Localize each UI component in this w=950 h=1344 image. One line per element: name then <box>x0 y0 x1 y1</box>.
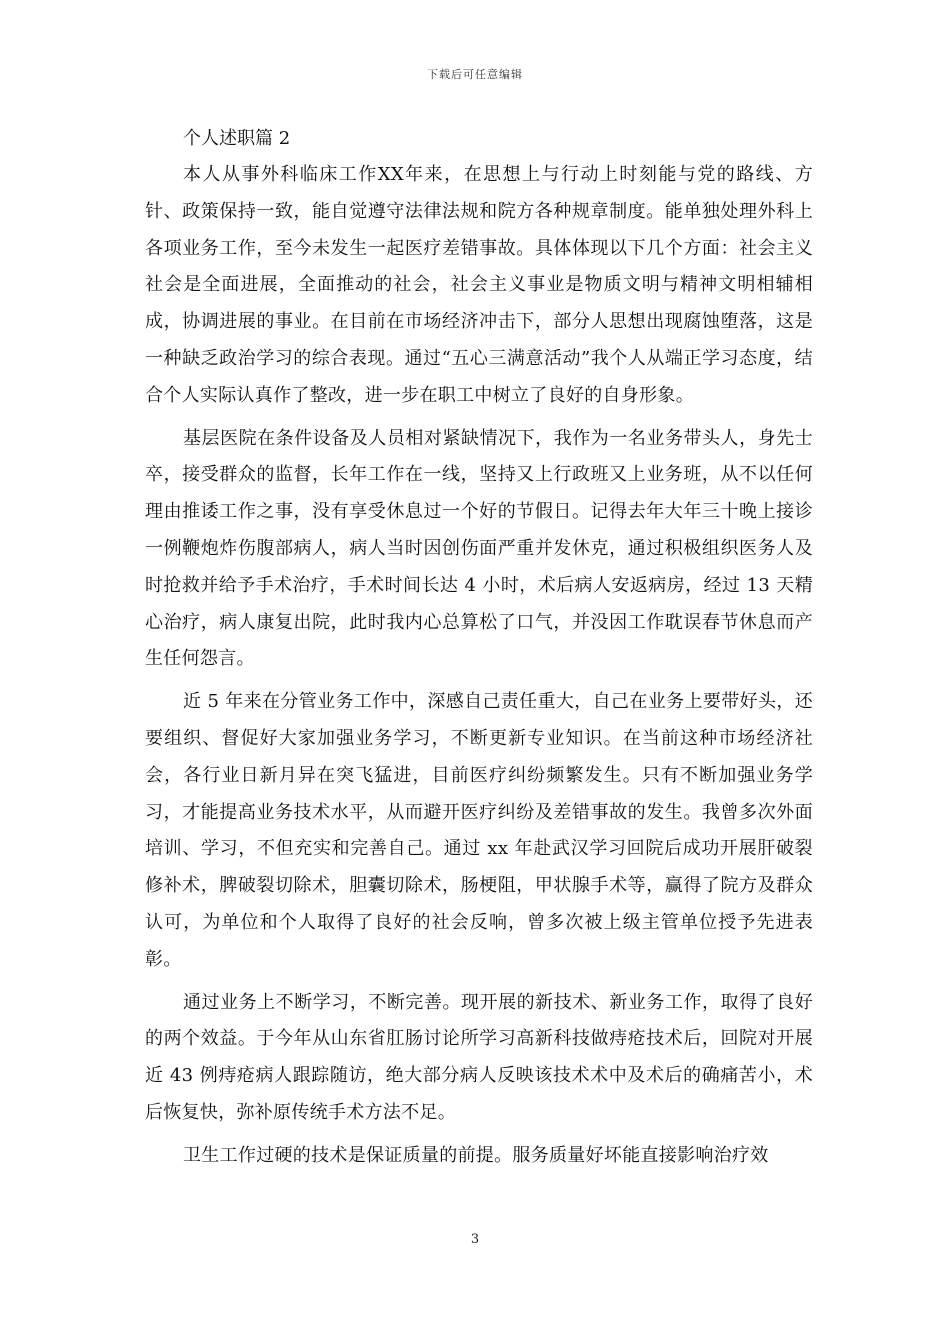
paragraph-5: 卫生工作过硬的技术是保证质量的前提。服务质量好坏能直接影响治疗效 <box>183 1144 769 1166</box>
section-title: 个人述职篇 2 <box>183 128 291 149</box>
paragraph-2: 基层医院在条件设备及人员相对紧缺情况下，我作为一名业务带头人，身先士卒，接受群众的监督，长年工作在一线，坚持又上行政班又上业务班，从不以任何理由推诿工作之事，没有享受休息过一个好的节假日。记得去年大年三十晚上接诊一例鞭炮炸伤腹部病人，病人当时因创伤面严重并发休克，通过积极组织医务人及时抢救并给予手术治疗，手术时间长达 4 小时，术后病人安返病房，经过 13 天精心治疗，病人康复出院，此时我内心总算松了口气，并没因工作耽误春节休息而产生任何怨言。 <box>145 427 813 670</box>
page-header-note: 下载后可任意编辑 <box>427 68 523 81</box>
paragraph-3: 近 5 年来在分管业务工作中，深感自己责任重大，自己在业务上要带好头，还要组织、督促好大家加强业务学习，不断更新专业知识。在当前这种市场经济社会，各行业日新月异在突飞猛进，目前医疗纠纷频繁发生。只有不断加强业务学习，才能提高业务技术水平，从而避开医疗纠纷及差错事故的发生。我曾多次外面培训、学习，不但充实和完善自己。通过 xx 年赴武汉学习回院后成功开展肝破裂修补术，脾破裂切除术，胆囊切除术，肠梗阻，甲状腺手术等，赢得了院方及群众认可，为单位和个人取得了良好的社会反响，曾多次被上级主管单位授予先进表彰。 <box>145 691 813 970</box>
paragraph-1: 本人从事外科临床工作XX年来，在思想上与行动上时刻能与党的路线、方针、政策保持一致，能自觉遵守法律法规和院方各种规章制度。能单独处理外科上各项业务工作，至今未发生一起医疗差错事故。具体体现以下几个方面：社会主义社会是全面进展，全面推动的社会，社会主义事业是物质文明与精神文明相辅相成，协调进展的事业。在目前在市场经济冲击下，部分人思想出现腐蚀堕落，这是一种缺乏政治学习的综合表现。通过“五心三满意活动”我个人从端正学习态度，结合个人实际认真作了整改，进一步在职工中树立了良好的自身形象。 <box>145 164 813 406</box>
document-body <box>145 121 813 1175</box>
page-number: 3 <box>470 1232 480 1247</box>
paragraph-4: 通过业务上不断学习，不断完善。现开展的新技术、新业务工作，取得了良好的两个效益。于今年从山东省肛肠讨论所学习高新科技做痔疮技术后，回院对开展近 43 例痔疮病人跟踪随访，绝大部分病人反映该技术术中及术后的确痛苦小，术后恢复快，弥补原传统手术方法不足。 <box>145 991 813 1123</box>
